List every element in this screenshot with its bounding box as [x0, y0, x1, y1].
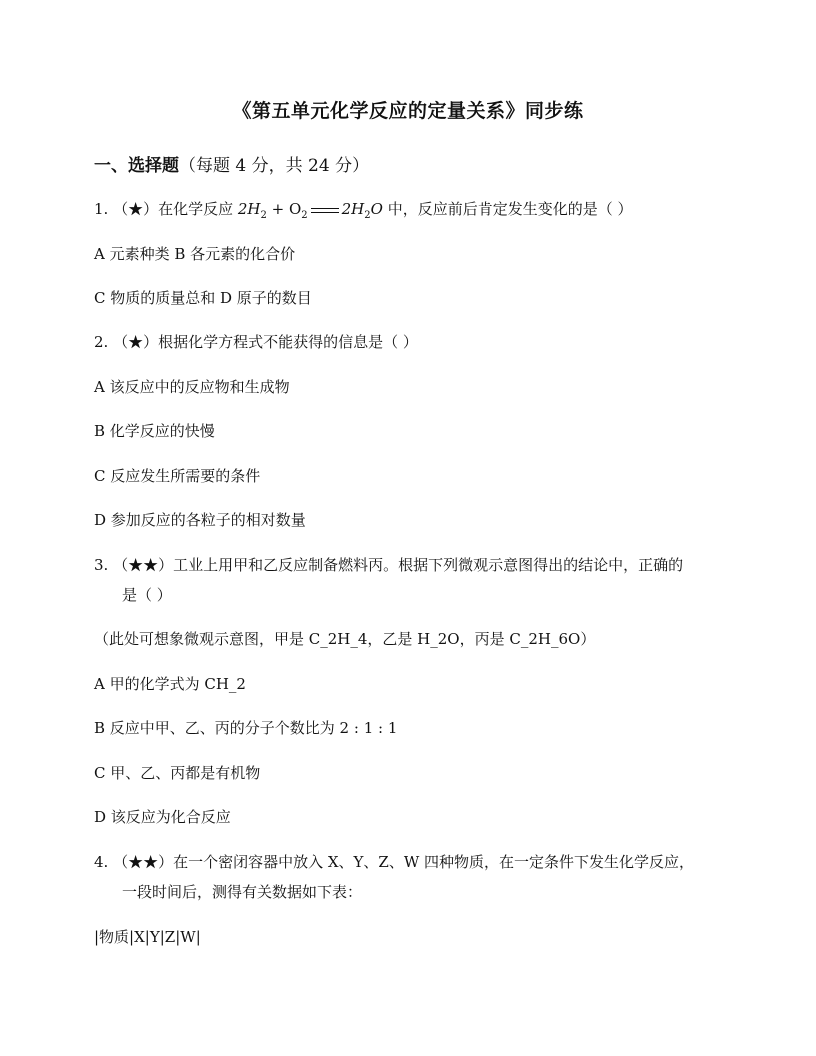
- chemical-equation: [237, 200, 383, 221]
- question-1-options-cd: C 物质的质量总和 D 原子的数目: [94, 289, 312, 307]
- question-3-stem-continued: 是（ ）: [122, 586, 172, 604]
- question-1-options-ab: A 元素种类 B 各元素的化合价: [94, 245, 296, 263]
- question-3-option-c: C 甲、乙、丙都是有机物: [94, 764, 261, 782]
- question-2-stem: 2. （★）根据化学方程式不能获得的信息是（ ）: [94, 333, 418, 351]
- question-4-stem: 4. （★★）在一个密闭容器中放入 X、Y、Z、W 四种物质，在一定条件下发生化学反应，: [94, 853, 695, 871]
- question-2-option-a: A 该反应中的反应物和生成物: [94, 378, 290, 396]
- section-title: 一、选择题: [94, 156, 179, 176]
- equation-term-1: 2H: [237, 200, 261, 218]
- page-title: 《第五单元化学反应的定量关系》同步练: [232, 100, 584, 122]
- question-2-option-d: D 参加反应的各粒子的相对数量: [94, 511, 306, 529]
- equation-term-3: 2H: [341, 200, 365, 218]
- equation-subscript-3: 2: [364, 210, 371, 221]
- question-3-note: （此处可想象微观示意图，甲是 C_2H_4，乙是 H_2O，丙是 C_2H_6O）: [94, 630, 596, 648]
- equation-term-3-tail: O: [370, 200, 383, 218]
- section-heading: [94, 151, 369, 176]
- question-2-option-b: B 化学反应的快慢: [94, 422, 215, 440]
- question-4-table-header: |物质|X|Y|Z|W|: [94, 928, 201, 946]
- equation-subscript-2: 2: [301, 210, 308, 221]
- equation-term-2: + O: [266, 200, 302, 218]
- question-3-option-a: A 甲的化学式为 CH_2: [94, 675, 246, 693]
- question-1-suffix: 中，反应前后肯定发生变化的是（ ）: [382, 200, 633, 218]
- equation-subscript-1: 2: [260, 210, 267, 221]
- question-3-option-b: B 反应中甲、乙、丙的分子个数比为 2 : 1 : 1: [94, 719, 398, 737]
- equation-equals-sign: [311, 208, 339, 213]
- question-3-stem: 3. （★★）工业上用甲和乙反应制备燃料丙。根据下列微观示意图得出的结论中，正确的: [94, 556, 684, 574]
- question-1-prefix: 1. （★）在化学反应: [94, 200, 238, 218]
- question-2-option-c: C 反应发生所需要的条件: [94, 467, 261, 485]
- question-3-option-d: D 该反应为化合反应: [94, 808, 231, 826]
- section-note: （每题 4 分，共 24 分）: [179, 156, 370, 176]
- question-1-stem: [94, 198, 633, 227]
- question-4-stem-continued: 一段时间后，测得有关数据如下表：: [122, 883, 363, 901]
